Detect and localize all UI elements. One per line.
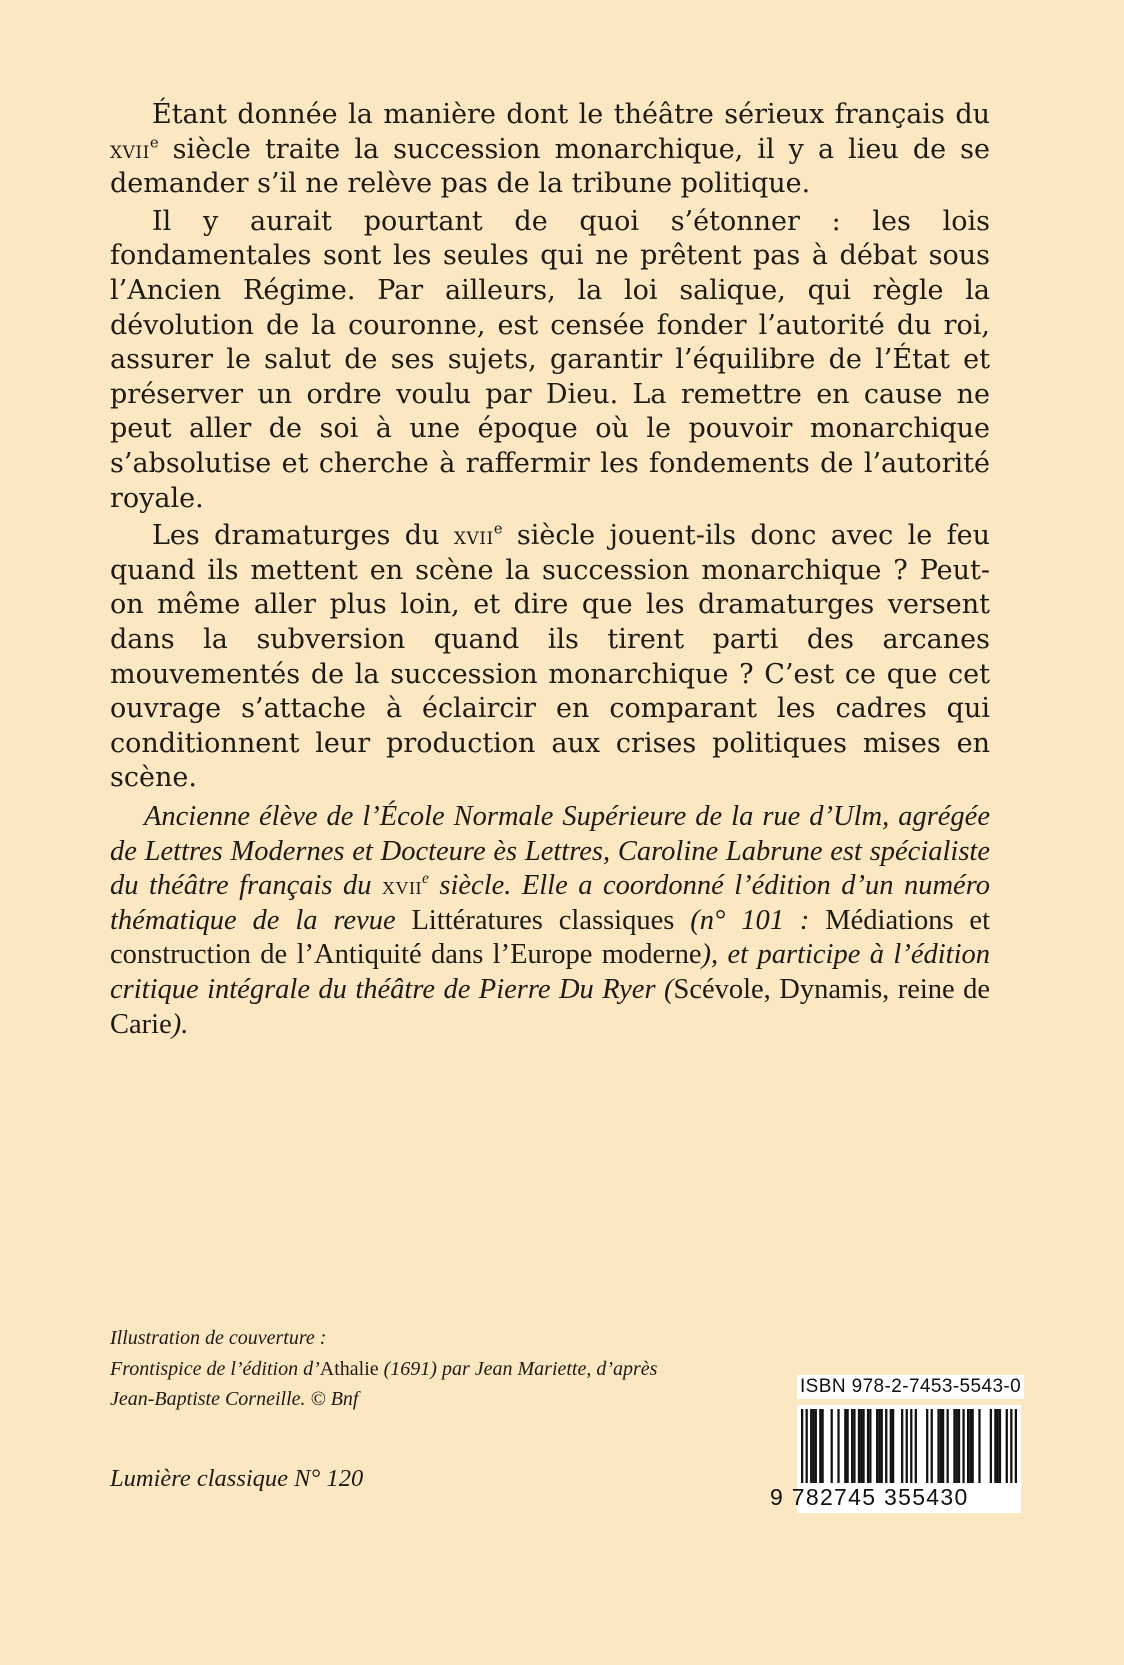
back-cover-blurb xyxy=(110,98,990,796)
issue-title: Médiations et construction de l’Antiquité dans l’Europe moderne xyxy=(110,904,990,971)
blurb-p3-text-b: siècle jouent-ils donc avec le feu quand ils mettent en scène la succession monarchique ? Peut-on même aller plus loin, et dire que les dramaturges versent dans la subversion quand ils tirent parti des arcanes mouvementés de la succession monarchique ? C’est ce que cet ouvrage s’attache à éclaircir en comparant les cadres qui conditionnent leur production aux crises politiques mises en scène. xyxy=(110,520,990,794)
barcode-bar xyxy=(958,1409,960,1483)
century-numeral: xvii xyxy=(110,134,150,164)
barcode-bar xyxy=(931,1409,933,1483)
barcode-bar xyxy=(942,1409,944,1483)
barcode-bar xyxy=(901,1409,903,1483)
author-bio-text-1: Ancienne élève de l’École Normale Supérieure de la rue d’Ulm, agrégée de Lettres Modernes et Docteure ès Lettres, Caroline Labrune est spécialiste du théâtre français du xyxy=(110,801,990,902)
barcode-bar xyxy=(819,1409,821,1483)
barcode-bar xyxy=(806,1409,808,1483)
barcode-bar xyxy=(881,1409,883,1483)
barcode-bar xyxy=(969,1409,971,1483)
barcode-bar xyxy=(890,1409,892,1483)
barcode-bar xyxy=(812,1409,814,1483)
barcode-bar xyxy=(853,1409,855,1483)
barcode-bar xyxy=(937,1409,939,1483)
credit-text-b: (1691) par Jean Mariette, d’après xyxy=(378,1357,658,1380)
barcode-bar xyxy=(846,1409,848,1483)
blurb-paragraph-2: Il y aurait pourtant de quoi s’étonner : les lois fondamentales sont les seules qui ne prêtent pas à débat sous l’Ancien Régime. Par ailleurs, la loi salique, qui règle la dévolution de la couronne, est censée fonder l’autorité du roi, assurer le salut de ses sujets, garantir l’équilibre de l’État et préserver un ordre voulu par Dieu. La remettre en cause ne peut aller de soi à une époque où le pouvoir monarchique s’absolutise et cherche à raffermir les fondements de l’autorité royale. xyxy=(110,205,990,514)
barcode-bar xyxy=(1010,1409,1012,1483)
series-title: Lumière classique N° 120 xyxy=(110,1465,364,1492)
century-superscript: e xyxy=(421,870,429,888)
century-numeral: xvii xyxy=(453,521,494,551)
barcode-bar xyxy=(910,1409,912,1483)
author-bio-text-4: ), et participe à l’édition critique intégrale du théâtre de Pierre Du Ryer ( xyxy=(110,939,990,1005)
barcode-bar xyxy=(926,1409,928,1483)
blurb-p1-text-b: siècle traite la succession monarchique, il y a lieu de se demander s’il ne relève pas de la tribune politique. xyxy=(110,133,990,200)
credit-line-3: Jean-Baptiste Corneille. © Bnf xyxy=(110,1388,359,1410)
barcode-bar xyxy=(947,1409,949,1483)
author-bio xyxy=(110,800,990,1042)
credit-heading: Illustration de couverture : xyxy=(110,1327,327,1349)
blurb-paragraph-1 xyxy=(110,98,990,202)
barcode-bar xyxy=(953,1409,955,1483)
barcode-bar xyxy=(994,1409,996,1483)
barcode-bar xyxy=(878,1409,880,1483)
barcode-bar xyxy=(858,1409,860,1483)
barcode-bar xyxy=(810,1409,812,1483)
barcode-bar xyxy=(997,1409,999,1483)
century-superscript: e xyxy=(149,133,159,152)
barcode-bar xyxy=(1006,1409,1008,1483)
barcode-bar xyxy=(892,1409,894,1483)
barcode-bar xyxy=(844,1409,846,1483)
barcode-bar xyxy=(956,1409,958,1483)
barcode-bar xyxy=(906,1409,908,1483)
barcode-bar xyxy=(862,1409,864,1483)
barcode-bar xyxy=(990,1409,992,1483)
barcode-bar xyxy=(801,1409,803,1483)
barcode-bar xyxy=(837,1409,839,1483)
barcode-bar xyxy=(867,1409,869,1483)
barcode-bar xyxy=(1015,1409,1017,1483)
ean-barcode xyxy=(801,1409,1017,1483)
blurb-p1-text-a: Étant donnée la manière dont le théâtre sérieux français du xyxy=(152,99,990,130)
barcode-bar xyxy=(999,1409,1001,1483)
blurb-p3-text-a: Les dramaturges du xyxy=(152,520,454,552)
credit-text-a: Frontispice de l’édition d’ xyxy=(110,1357,320,1380)
barcode-bar xyxy=(860,1409,862,1483)
barcode-bar xyxy=(978,1409,980,1483)
barcode-bar xyxy=(869,1409,871,1483)
play-titles: Scévole, Dynamis, reine de Carie xyxy=(110,973,991,1040)
barcode-bar xyxy=(915,1409,917,1483)
barcode-bar xyxy=(967,1409,969,1483)
barcode-bar xyxy=(831,1409,833,1483)
century-numeral: xvii xyxy=(381,871,422,901)
barcode-bar xyxy=(962,1409,964,1483)
barcode-bar xyxy=(876,1409,878,1483)
ean-digits: 9 782745 355430 xyxy=(770,1484,969,1510)
author-bio-text-2: siècle. Elle a coordonné l’édition d’un numéro thématique de la revue xyxy=(110,870,990,936)
isbn-label: ISBN 978-2-7453-5543-0 xyxy=(797,1375,1024,1399)
credit-work-title: Athalie xyxy=(319,1357,379,1380)
barcode-bar xyxy=(821,1409,823,1483)
barcode-bar xyxy=(885,1409,887,1483)
barcode-bar xyxy=(815,1409,817,1483)
credit-line-2 xyxy=(110,1354,657,1385)
barcode-bar xyxy=(972,1409,974,1483)
author-bio-text-3: (n° 101 : xyxy=(674,904,826,936)
barcode-bar xyxy=(940,1409,942,1483)
blurb-paragraph-3 xyxy=(110,519,990,796)
author-bio-text-5: ). xyxy=(171,1008,189,1040)
cover-illustration-credit xyxy=(110,1323,657,1415)
century-superscript: e xyxy=(493,519,503,538)
barcode-bar xyxy=(851,1409,853,1483)
journal-title: Littératures classiques xyxy=(411,904,675,936)
